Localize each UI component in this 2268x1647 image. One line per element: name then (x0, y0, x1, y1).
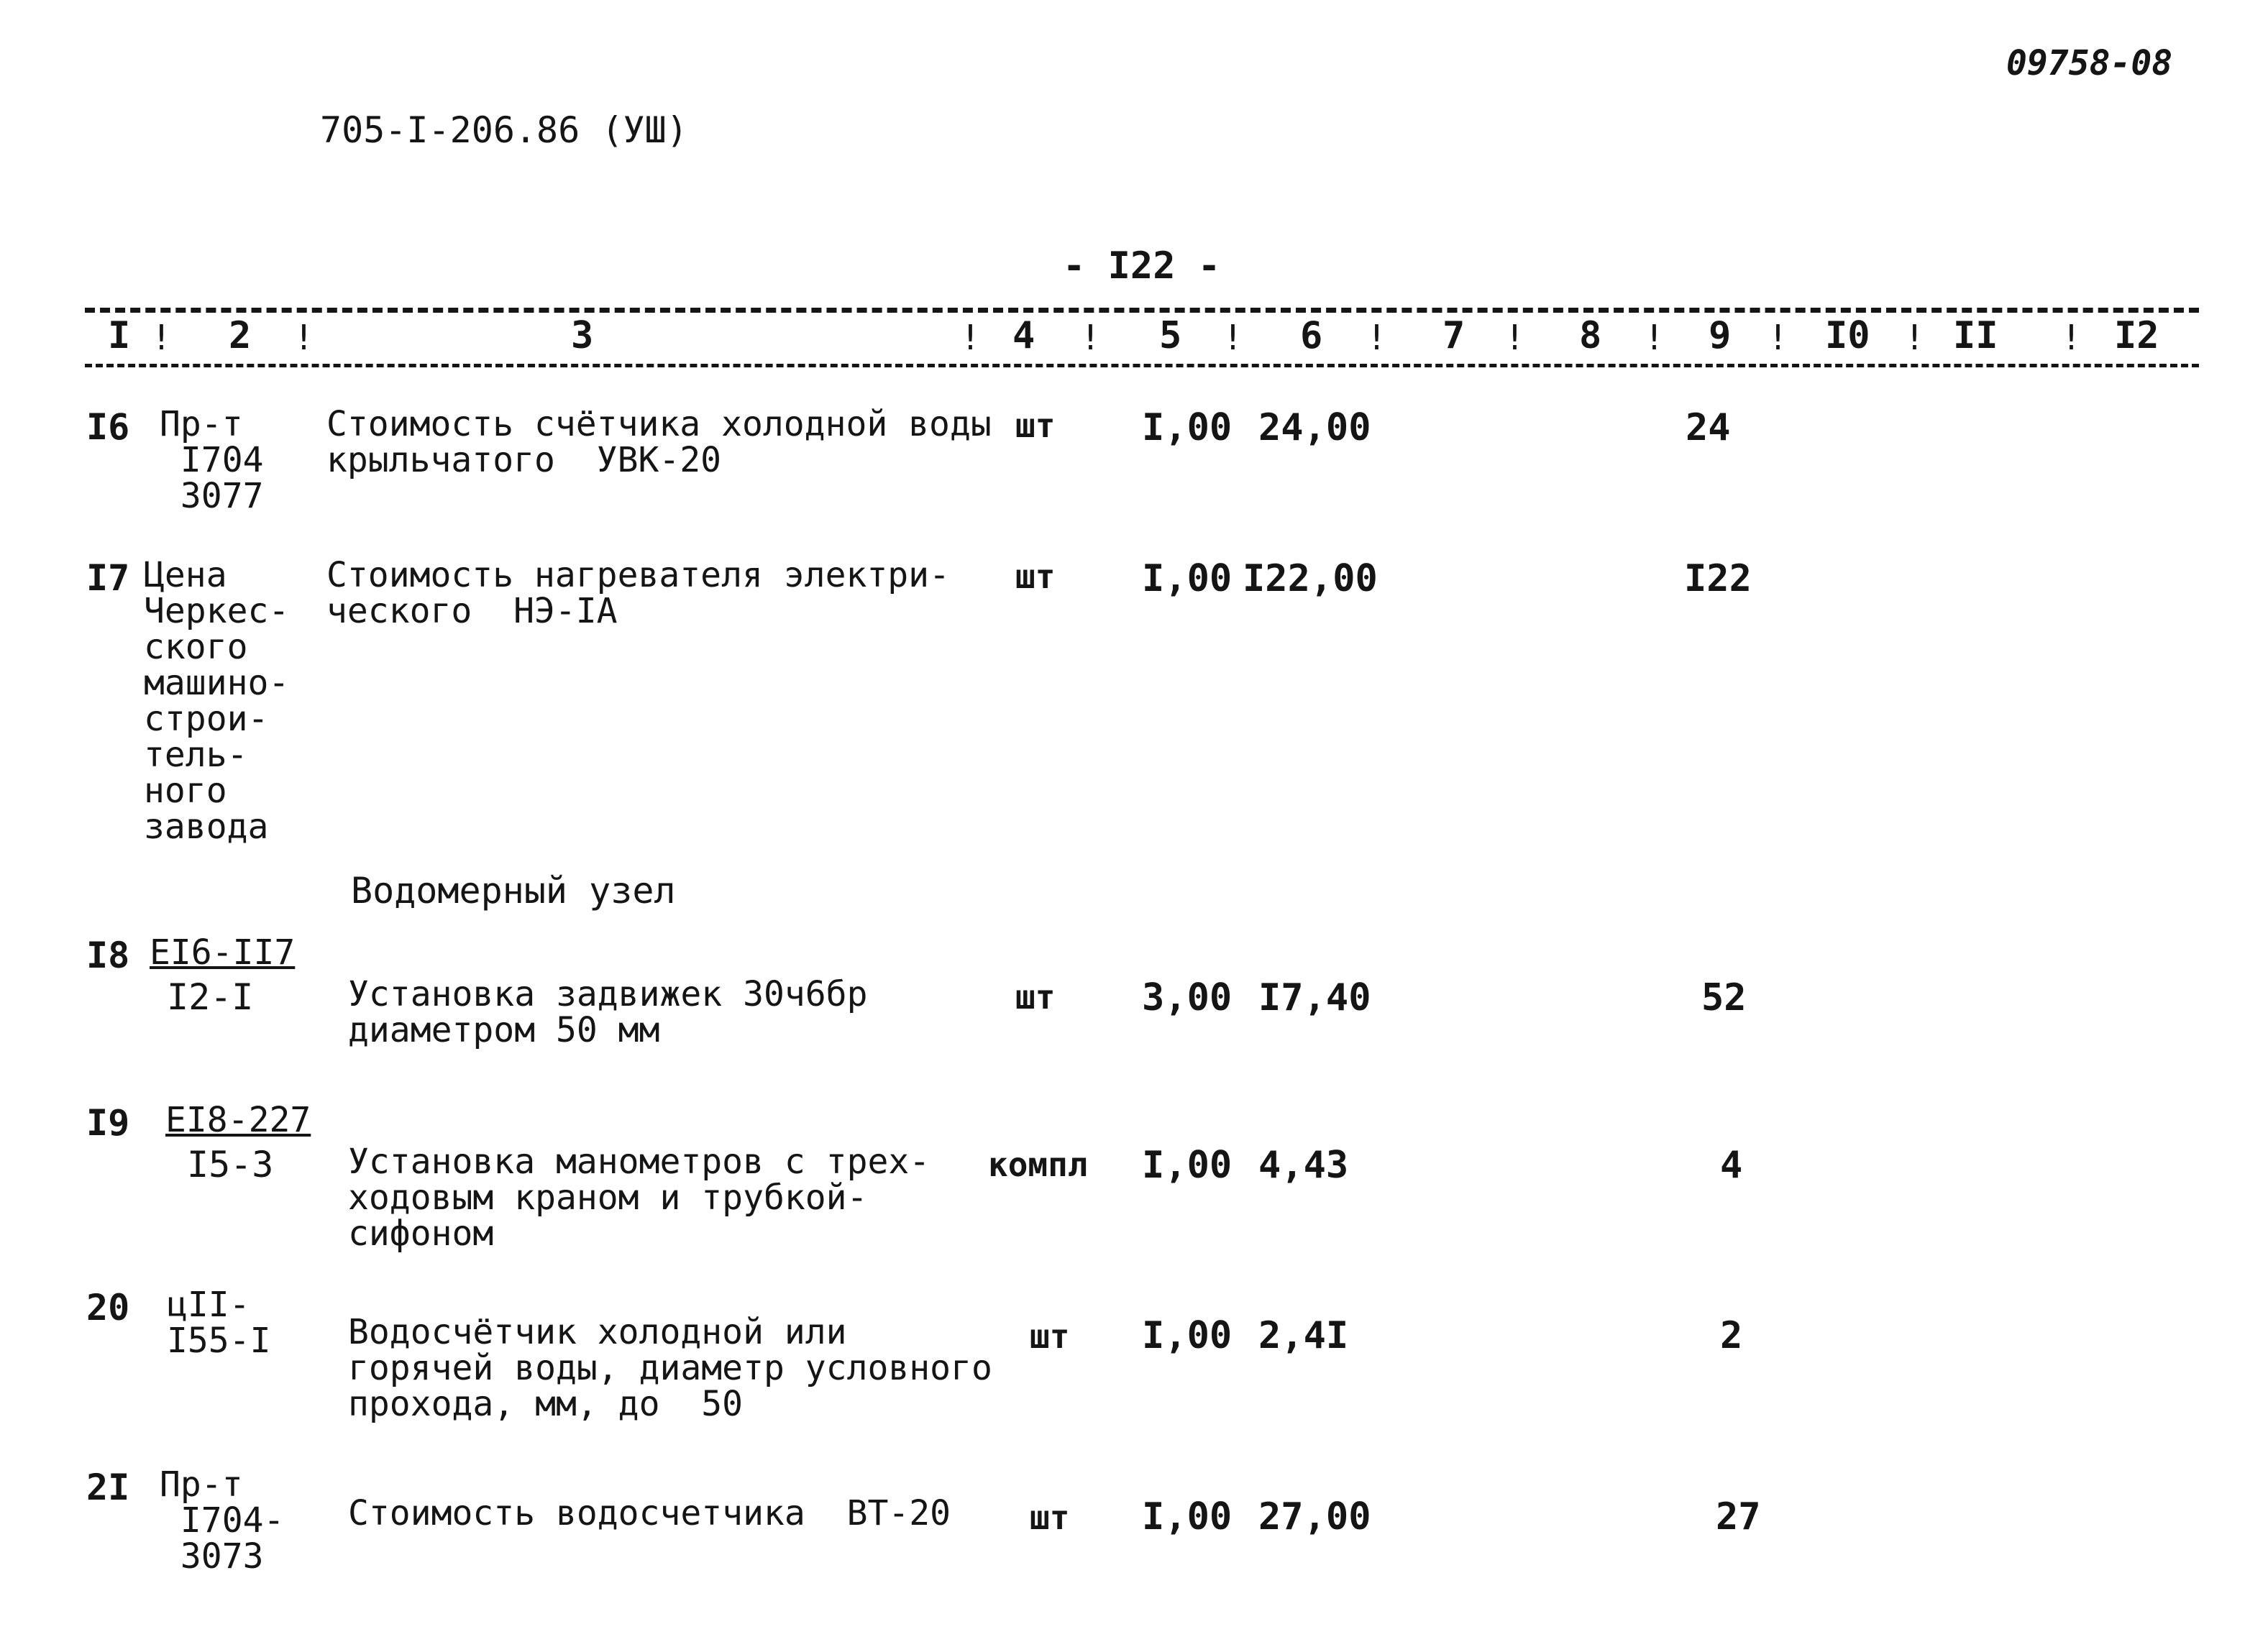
row-unit: шт (1015, 406, 1056, 445)
column-header-12: I2 (2114, 314, 2159, 357)
row-description: Стоимость водосчетчика ВТ-20 (348, 1493, 951, 1533)
row-total: 52 (1701, 976, 1747, 1019)
column-separator: ! (1366, 318, 1387, 358)
column-header-3: 3 (571, 314, 594, 357)
row-price: 24,00 (1258, 406, 1371, 449)
row-quantity: I,00 (1142, 1314, 1233, 1357)
table-header-rule (85, 364, 2199, 367)
column-header-5: 5 (1159, 314, 1182, 357)
column-header-10: I0 (1825, 314, 1870, 357)
section-title: Водомерный узел (351, 870, 676, 912)
row-quantity: I,00 (1142, 1495, 1233, 1538)
row-total: 2 (1720, 1314, 1743, 1357)
row-unit: компл (988, 1145, 1088, 1184)
row-total: 24 (1686, 406, 1731, 449)
row-description: Установка задвижек 30ч6бр диаметром 50 мм (348, 974, 868, 1050)
column-separator: ! (1504, 318, 1525, 358)
column-separator: ! (293, 318, 314, 358)
column-separator: ! (1080, 318, 1101, 358)
row-description: Установка манометров с трех- ходовым краном и трубкой- сифоном (348, 1142, 930, 1254)
row-code: EI8-227 (165, 1100, 311, 1140)
column-separator: ! (1768, 318, 1788, 358)
document-reference: 705-I-206.86 (УШ) (320, 109, 688, 151)
row-description: Стоимость нагревателя электри- ческого НЭ-IА (326, 555, 950, 631)
row-price: 2,4I (1258, 1314, 1349, 1357)
column-header-8: 8 (1579, 314, 1602, 357)
column-header-6: 6 (1300, 314, 1323, 357)
row-description: Водосчётчик холодной или горячей воды, диаметр условного прохода, мм, до 50 (348, 1312, 992, 1424)
row-code: Пр-т I704- 3073 (160, 1464, 285, 1577)
column-separator: ! (1644, 318, 1665, 358)
page-number: - I22 - (1063, 244, 1221, 288)
column-separator: ! (2061, 318, 2082, 358)
column-header-2: 2 (229, 314, 252, 357)
column-header-7: 7 (1442, 314, 1465, 357)
row-number: I9 (86, 1102, 130, 1144)
row-number: 2I (86, 1467, 130, 1508)
column-header-1: I (108, 314, 131, 357)
row-number: I7 (86, 557, 130, 599)
row-price: I22,00 (1243, 557, 1378, 600)
row-unit: шт (1030, 1317, 1070, 1356)
row-subcode: I2-I (167, 976, 254, 1018)
row-total: 27 (1716, 1495, 1761, 1538)
row-code: Цена Черкес- ского машино- строи- тель- ного завода (144, 555, 290, 847)
column-separator: ! (960, 318, 981, 358)
row-subcode: I5-3 (187, 1144, 274, 1185)
column-separator: ! (151, 318, 172, 358)
row-price: 4,43 (1258, 1144, 1349, 1187)
row-number: I6 (86, 406, 130, 448)
row-total: I22 (1684, 557, 1752, 600)
row-unit: шт (1030, 1498, 1070, 1537)
row-number: I8 (86, 935, 130, 976)
column-header-4: 4 (1012, 314, 1035, 357)
row-total: 4 (1720, 1144, 1743, 1187)
row-code: Пр-т I704 3077 (160, 404, 264, 516)
row-quantity: I,00 (1142, 1144, 1233, 1187)
row-quantity: 3,00 (1142, 976, 1233, 1019)
column-separator: ! (1904, 318, 1925, 358)
column-header-11: II (1953, 314, 1998, 357)
row-price: I7,40 (1258, 976, 1371, 1019)
row-price: 27,00 (1258, 1495, 1371, 1538)
row-quantity: I,00 (1142, 557, 1233, 600)
row-unit: шт (1015, 557, 1056, 596)
row-number: 20 (86, 1287, 130, 1329)
column-separator: ! (1222, 318, 1243, 358)
row-quantity: I,00 (1142, 406, 1233, 449)
row-unit: шт (1015, 978, 1056, 1017)
row-code: EI6-II7 (150, 932, 296, 973)
row-description: Стоимость счётчика холодной воды крыльчатого УВК-20 (326, 404, 992, 480)
table-top-rule (85, 308, 2199, 313)
column-header-9: 9 (1709, 314, 1732, 357)
row-code: цII- I55-I (167, 1285, 271, 1361)
handwritten-doc-code: 09758-08 (2006, 43, 2173, 83)
